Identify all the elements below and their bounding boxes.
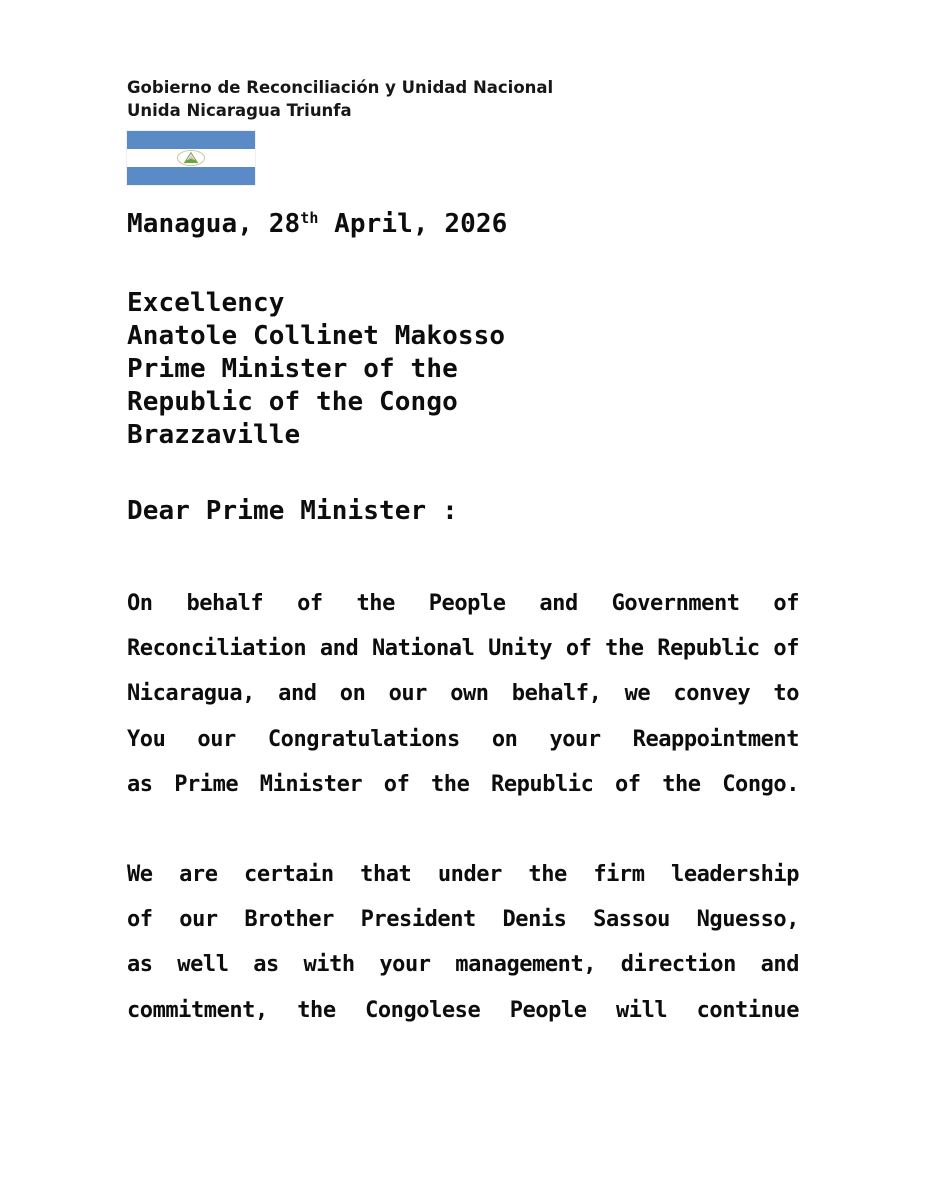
text-line: Prime Minister of the bbox=[127, 354, 458, 384]
text-line: as well as with your management, direction and bbox=[127, 952, 799, 978]
text-line: Anatole Collinet Makosso bbox=[127, 321, 506, 351]
text-line: Brazzaville bbox=[127, 420, 301, 450]
date-suffix: April, 2026 bbox=[318, 209, 508, 239]
salutation: Dear Prime Minister : bbox=[127, 496, 458, 526]
text-line: as Prime Minister of the Republic of the Congo. bbox=[127, 771, 799, 797]
flag-stripe-top bbox=[127, 131, 255, 149]
nicaragua-flag bbox=[127, 131, 255, 185]
date-line bbox=[127, 202, 507, 241]
letterhead bbox=[127, 76, 553, 122]
text-line: commitment, the Congolese People will continue bbox=[127, 997, 799, 1023]
text-line: You our Congratulations on your Reappointment bbox=[127, 726, 799, 752]
body-paragraph-1 bbox=[127, 581, 799, 807]
coat-of-arms-icon bbox=[176, 150, 206, 167]
text-line: We are certain that under the firm leadership bbox=[127, 862, 799, 887]
flag-stripe-middle bbox=[127, 149, 255, 167]
letterhead-line-2: Unida Nicaragua Triunfa bbox=[127, 101, 352, 120]
flag-stripe-bottom bbox=[127, 167, 255, 185]
body-paragraph-2 bbox=[127, 852, 799, 1033]
recipient-address-block bbox=[127, 287, 505, 452]
letterhead-line-1: Gobierno de Reconciliación y Unidad Nacional bbox=[127, 78, 554, 97]
text-line: Nicaragua, and on our own behalf, we convey to bbox=[127, 681, 799, 707]
text-line: Excellency bbox=[127, 288, 285, 318]
date-prefix: Managua, 28 bbox=[127, 209, 301, 239]
text-line: On behalf of the People and Government of bbox=[127, 591, 799, 616]
date-ordinal-superscript: th bbox=[300, 209, 319, 227]
text-line: of our Brother President Denis Sassou Nguesso, bbox=[127, 907, 799, 933]
text-line: Republic of the Congo bbox=[127, 387, 458, 417]
text-line: Reconciliation and National Unity of the Republic of bbox=[127, 636, 799, 662]
